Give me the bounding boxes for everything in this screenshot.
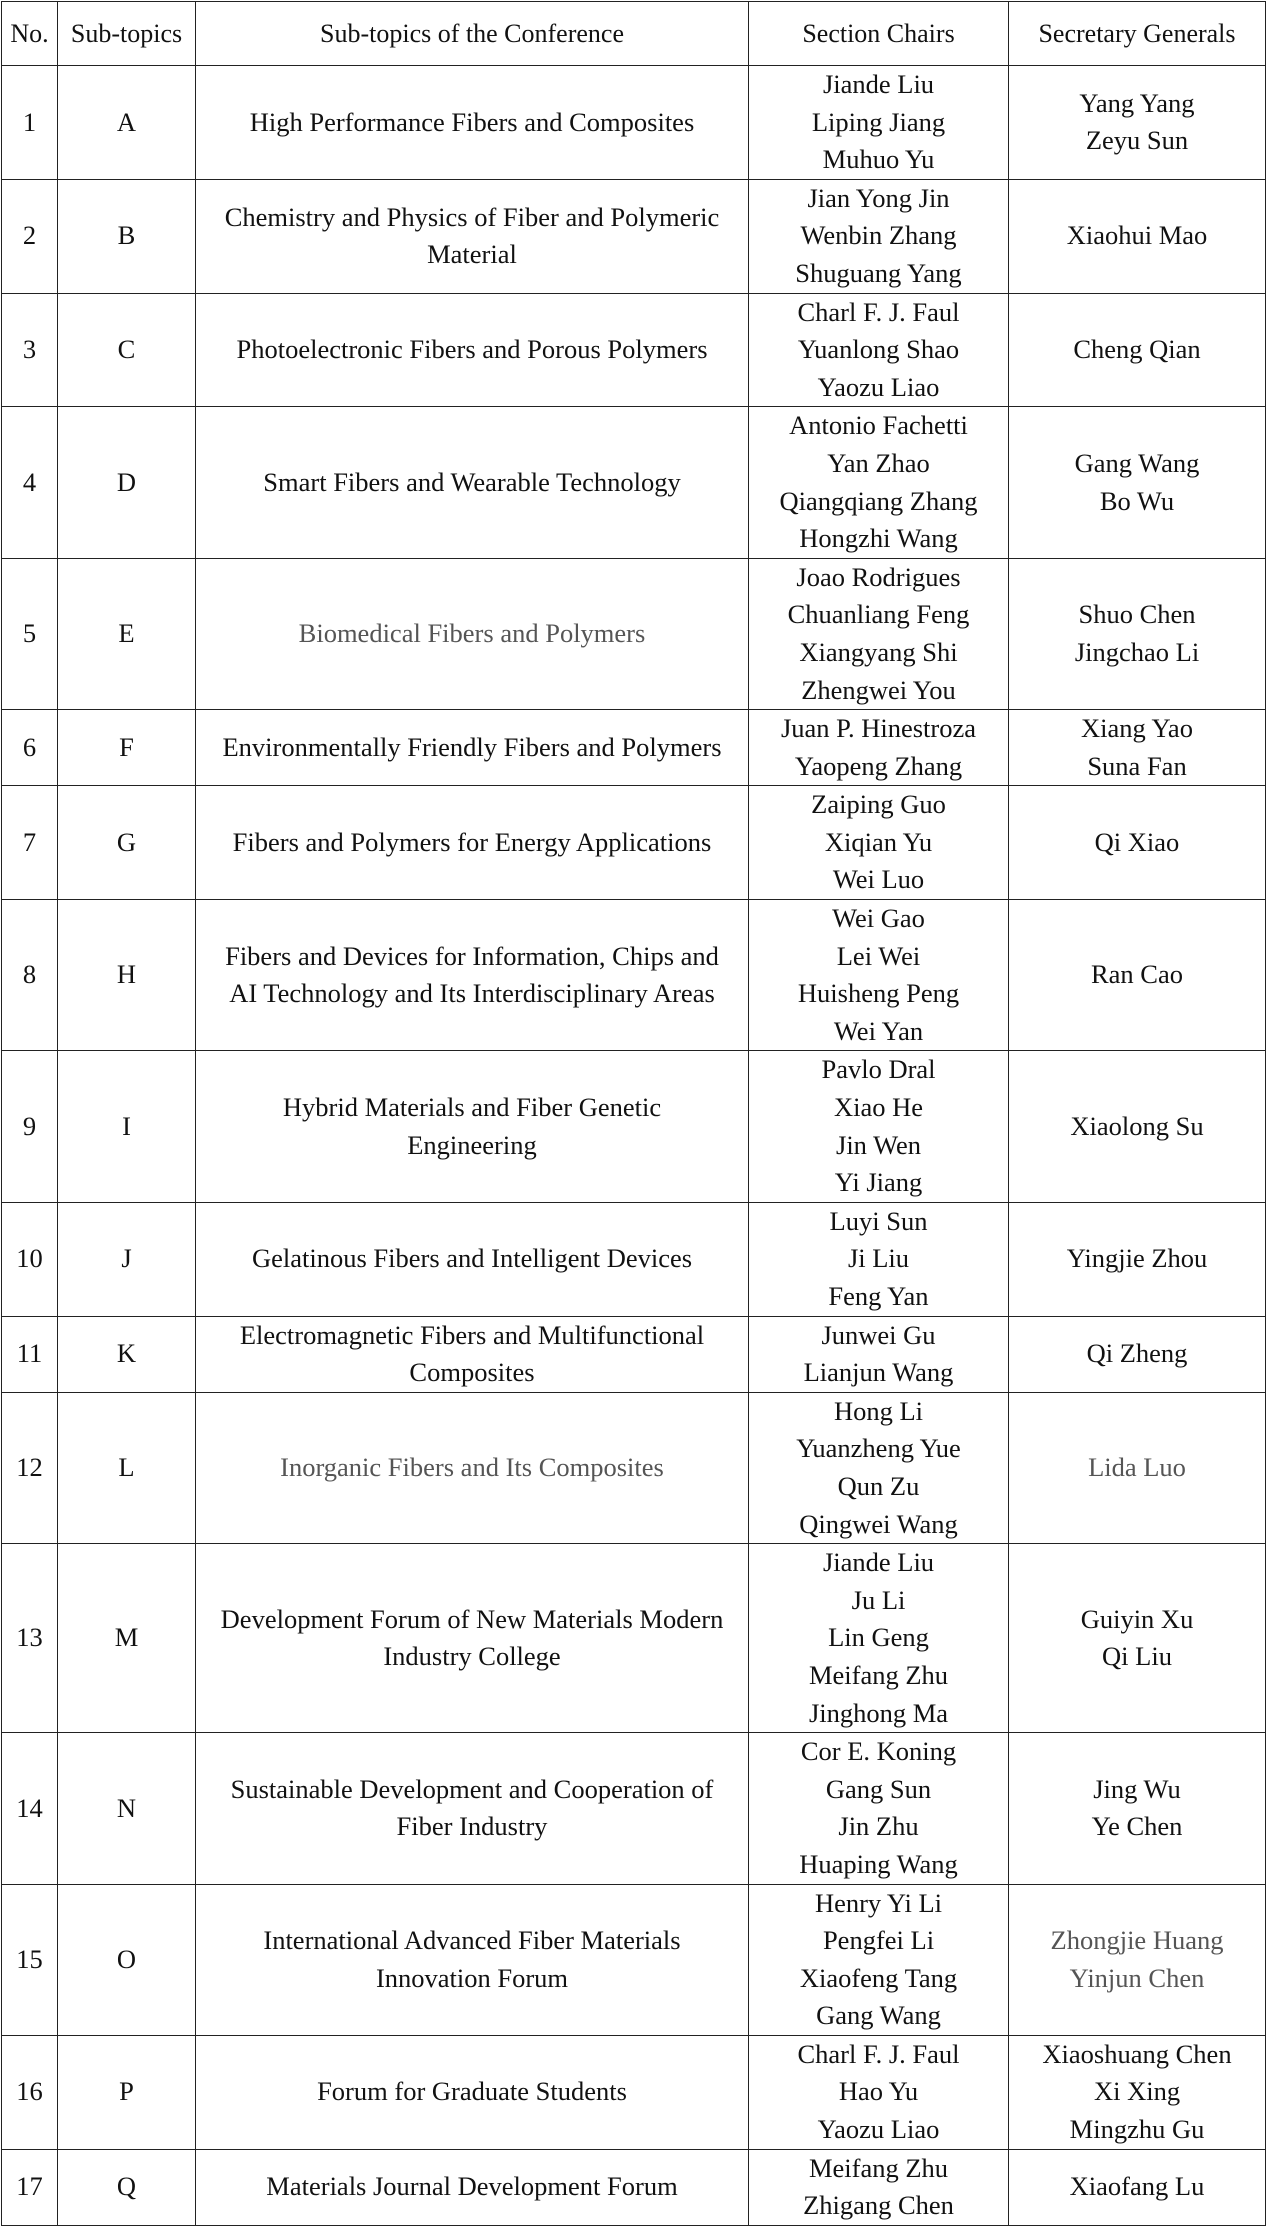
subtopic-letter-line: L [118, 1452, 135, 1483]
subtopic-letter-line: K [116, 1338, 137, 1369]
secretary-generals-line: Jingchao Li [1074, 636, 1200, 667]
row-number [2, 1316, 58, 1392]
section-chairs-line: Yan Zhao [827, 447, 930, 478]
subtopic-title-line: Hybrid Materials and Fiber Genetic [282, 1092, 662, 1123]
secretary-generals [1009, 179, 1266, 293]
table-row [2, 66, 1266, 180]
table-row [2, 710, 1266, 786]
subtopic-letter-line: O [116, 1943, 137, 1974]
secretary-generals [1009, 1544, 1266, 1733]
row-number [2, 558, 58, 709]
subtopic-title [196, 558, 749, 709]
subtopic-title [196, 179, 749, 293]
subtopic-letter-line: Q [116, 2171, 137, 2202]
row-number-line: 10 [16, 1243, 43, 1274]
section-chairs-line: Xiqian Yu [824, 826, 933, 857]
subtopic-letter [58, 407, 196, 558]
section-chairs-line: Chuanliang Feng [787, 599, 970, 630]
subtopic-title-line: Materials Journal Development Forum [266, 2171, 678, 2202]
subtopic-title [196, 293, 749, 407]
secretary-generals-line: Gang Wang [1074, 447, 1200, 478]
subtopic-title-line: Biomedical Fibers and Polymers [298, 618, 646, 649]
section-chairs-line: Lianjun Wang [803, 1357, 954, 1388]
section-chairs [749, 2035, 1009, 2149]
section-chairs-line: Xiangyang Shi [799, 636, 958, 667]
secretary-generals-line: Mingzhu Gu [1069, 2114, 1205, 2145]
section-chairs [749, 293, 1009, 407]
subtopic-title-line: Material [427, 239, 517, 270]
row-number [2, 900, 58, 1051]
section-chairs-line: Meifang Zhu [808, 2152, 949, 2183]
secretary-generals-line: Qi Liu [1102, 1641, 1172, 1672]
subtopic-letter [58, 179, 196, 293]
header-row [2, 2, 1266, 66]
row-number [2, 1051, 58, 1202]
subtopic-letter-line: I [122, 1110, 131, 1141]
subtopic-letter-line: A [116, 106, 137, 137]
row-number-line: 9 [22, 1110, 37, 1141]
section-chairs-line: Yaozu Liao [817, 2114, 940, 2145]
subtopic-title-line: International Advanced Fiber Materials [263, 1925, 681, 1956]
table-row [2, 1733, 1266, 1884]
subtopic-letter [58, 2149, 196, 2225]
section-chairs-line: Hong Li [833, 1395, 924, 1426]
row-number-line: 5 [22, 618, 37, 649]
secretary-generals-line: Ran Cao [1091, 959, 1183, 990]
row-number-line: 17 [16, 2171, 43, 2202]
subtopic-letter [58, 293, 196, 407]
secretary-generals-line: Bo Wu [1099, 485, 1175, 516]
section-chairs-line: Jin Zhu [838, 1811, 919, 1842]
section-chairs-line: Lei Wei [836, 940, 921, 971]
row-number-line: 6 [22, 731, 37, 762]
secretary-generals-line: Xiang Yao [1081, 713, 1193, 744]
secretary-generals-line: Zhongjie Huang [1050, 1925, 1224, 1956]
subtopic-title [196, 1733, 749, 1884]
section-chairs-line: Junwei Gu [821, 1319, 936, 1350]
section-chairs-line: Xiao He [833, 1092, 924, 1123]
table-row [2, 2149, 1266, 2225]
subtopic-letter [58, 900, 196, 1051]
subtopic-title [196, 900, 749, 1051]
secretary-generals [1009, 1051, 1266, 1202]
secretary-generals [1009, 558, 1266, 709]
section-chairs-line: Wenbin Zhang [800, 220, 957, 251]
section-chairs-line: Huisheng Peng [797, 978, 960, 1009]
section-chairs [749, 710, 1009, 786]
row-number-line: 14 [16, 1792, 43, 1823]
subtopic-title [196, 1051, 749, 1202]
subtopic-title-line: High Performance Fibers and Composites [249, 106, 695, 137]
subtopic-title-line: Chemistry and Physics of Fiber and Polymeric [224, 201, 720, 232]
subtopic-letter [58, 1316, 196, 1392]
subtopic-letter-line: H [116, 959, 137, 990]
table-row [2, 1544, 1266, 1733]
subtopic-letter-line: P [119, 2076, 134, 2107]
section-chairs-line: Muhuo Yu [822, 144, 935, 175]
section-chairs-line: Meifang Zhu [808, 1659, 949, 1690]
section-chairs-line: Juan P. Hinestroza [780, 713, 977, 744]
row-number-line: 2 [22, 220, 37, 251]
section-chairs-line: Pengfei Li [822, 1925, 935, 1956]
section-chairs-line: Zaiping Guo [811, 789, 946, 820]
subtopic-title [196, 786, 749, 900]
row-number [2, 2149, 58, 2225]
subtopic-title-line: Engineering [407, 1129, 537, 1160]
secretary-generals-line: Xi Xing [1093, 2076, 1181, 2107]
section-chairs-line: Xiaofeng Tang [799, 1962, 958, 1993]
section-chairs-line: Qun Zu [837, 1470, 920, 1501]
table-row [2, 1392, 1266, 1543]
section-chairs-line: Pavlo Dral [821, 1054, 936, 1085]
subtopic-title [196, 710, 749, 786]
header-section-chairs: Section Chairs [749, 2, 1009, 66]
section-chairs-line: Ju Li [851, 1584, 906, 1615]
row-number-line: 15 [16, 1943, 43, 1974]
row-number-line: 1 [22, 106, 37, 137]
subtopic-title-line: Innovation Forum [375, 1962, 569, 1993]
section-chairs [749, 786, 1009, 900]
secretary-generals [1009, 407, 1266, 558]
row-number-line: 12 [16, 1452, 43, 1483]
subtopic-letter-line: J [121, 1243, 132, 1274]
section-chairs-line: Yaozu Liao [817, 371, 940, 402]
subtopic-title-line: Gelatinous Fibers and Intelligent Devices [251, 1243, 693, 1274]
subtopic-title-line: Electromagnetic Fibers and Multifunctional [239, 1319, 705, 1350]
section-chairs [749, 407, 1009, 558]
secretary-generals-line: Xiaofang Lu [1069, 2171, 1205, 2202]
subtopic-letter [58, 1392, 196, 1543]
section-chairs-line: Jian Yong Jin [807, 182, 950, 213]
row-number-line: 13 [16, 1622, 43, 1653]
secretary-generals [1009, 710, 1266, 786]
row-number [2, 1544, 58, 1733]
row-number-line: 8 [22, 959, 37, 990]
subtopic-title [196, 66, 749, 180]
section-chairs-line: Henry Yi Li [814, 1887, 943, 1918]
section-chairs-line: Charl F. J. Faul [797, 2038, 960, 2069]
section-chairs-line: Zhigang Chen [803, 2190, 954, 2221]
section-chairs-line: Wei Yan [833, 1015, 924, 1046]
secretary-generals [1009, 900, 1266, 1051]
header-subtopics: Sub-topics [58, 2, 196, 66]
row-number [2, 1202, 58, 1316]
table-row [2, 1051, 1266, 1202]
section-chairs [749, 66, 1009, 180]
row-number [2, 66, 58, 180]
subtopic-letter [58, 1544, 196, 1733]
subtopic-letter [58, 710, 196, 786]
subtopic-letter [58, 66, 196, 180]
section-chairs-line: Gang Wang [816, 2000, 941, 2031]
subtopic-letter-line: M [114, 1622, 139, 1653]
secretary-generals-line: Suna Fan [1087, 750, 1187, 781]
row-number-line: 11 [16, 1338, 43, 1369]
section-chairs [749, 900, 1009, 1051]
table-row [2, 407, 1266, 558]
subtopic-letter-line: C [117, 334, 136, 365]
secretary-generals-line: Yang Yang [1079, 87, 1195, 118]
subtopic-letter-line: E [118, 618, 135, 649]
secretary-generals-line: Xiaoshuang Chen [1042, 2038, 1232, 2069]
section-chairs-line: Huaping Wang [799, 1848, 958, 1879]
section-chairs [749, 1544, 1009, 1733]
row-number-line: 7 [22, 826, 37, 857]
subtopic-title [196, 1202, 749, 1316]
section-chairs-line: Yi Jiang [834, 1167, 923, 1198]
secretary-generals-line: Guiyin Xu [1080, 1603, 1194, 1634]
section-chairs-line: Yuanlong Shao [797, 334, 960, 365]
subtopic-title-line: Fibers and Devices for Information, Chips and [225, 940, 719, 971]
subtopic-letter [58, 558, 196, 709]
secretary-generals-line: Shuo Chen [1078, 599, 1196, 630]
section-chairs-line: Yuanzheng Yue [796, 1433, 961, 1464]
section-chairs-line: Ji Liu [847, 1243, 910, 1274]
secretary-generals-line: Qi Xiao [1094, 826, 1180, 857]
subtopic-letter-line: G [116, 826, 137, 857]
subtopic-letter [58, 2035, 196, 2149]
subtopic-title-line: AI Technology and Its Interdisciplinary Areas [229, 978, 715, 1009]
row-number [2, 786, 58, 900]
section-chairs [749, 558, 1009, 709]
secretary-generals-line: Lida Luo [1088, 1452, 1186, 1483]
subtopic-title-line: Industry College [383, 1641, 561, 1672]
secretary-generals [1009, 2149, 1266, 2225]
subtopic-title-line: Smart Fibers and Wearable Technology [263, 466, 681, 497]
subtopic-title [196, 1544, 749, 1733]
section-chairs-line: Jiande Liu [822, 69, 935, 99]
subtopic-letter-line: N [116, 1792, 137, 1823]
section-chairs-line: Antonio Fachetti [789, 410, 968, 441]
section-chairs-line: Zhengwei You [801, 674, 956, 705]
section-chairs-line: Qingwei Wang [799, 1508, 958, 1539]
table-body [2, 66, 1266, 2226]
secretary-generals [1009, 1202, 1266, 1316]
section-chairs [749, 1884, 1009, 2035]
row-number-line: 4 [22, 466, 37, 497]
section-chairs-line: Cor E. Koning [800, 1736, 957, 1767]
section-chairs [749, 1202, 1009, 1316]
subtopic-title [196, 407, 749, 558]
secretary-generals-line: Yinjun Chen [1069, 1962, 1205, 1993]
section-chairs-line: Jinghong Ma [808, 1697, 949, 1728]
row-number [2, 1733, 58, 1884]
header-secretary-generals: Secretary Generals [1009, 2, 1266, 66]
table-row [2, 1202, 1266, 1316]
subtopic-letter-line: D [116, 466, 137, 497]
section-chairs [749, 2149, 1009, 2225]
row-number-line: 16 [16, 2076, 43, 2107]
section-chairs-line: Gang Sun [825, 1773, 932, 1804]
subtopic-title [196, 2149, 749, 2225]
secretary-generals-line: Zeyu Sun [1085, 125, 1189, 156]
row-number [2, 293, 58, 407]
table-row [2, 900, 1266, 1051]
subtopic-title [196, 1316, 749, 1392]
secretary-generals-line: Ye Chen [1091, 1811, 1183, 1842]
subtopic-title-line: Forum for Graduate Students [317, 2076, 627, 2107]
subtopic-title-line: Fibers and Polymers for Energy Applications [232, 826, 712, 857]
section-chairs [749, 1392, 1009, 1543]
section-chairs-line: Jin Wen [836, 1129, 921, 1160]
section-chairs-line: Wei Gao [832, 903, 925, 934]
table-row [2, 2035, 1266, 2149]
section-chairs-line: Qiangqiang Zhang [779, 485, 978, 516]
subtopic-letter [58, 1051, 196, 1202]
section-chairs-line: Liping Jiang [811, 106, 946, 137]
table-row [2, 558, 1266, 709]
section-chairs-line: Jiande Liu [822, 1547, 935, 1578]
secretary-generals [1009, 786, 1266, 900]
section-chairs-line: Hao Yu [838, 2076, 919, 2107]
subtopic-title-line: Fiber Industry [396, 1811, 548, 1842]
subtopic-title-line: Inorganic Fibers and Its Composites [280, 1452, 664, 1483]
section-chairs-line: Hongzhi Wang [799, 523, 958, 554]
subtopic-letter [58, 1733, 196, 1884]
subtopic-title [196, 1392, 749, 1543]
secretary-generals [1009, 2035, 1266, 2149]
subtopic-title-line: Development Forum of New Materials Modern [220, 1603, 724, 1634]
secretary-generals-line: Qi Zheng [1086, 1338, 1188, 1369]
secretary-generals-line: Xiaohui Mao [1066, 220, 1208, 251]
section-chairs-line: Shuguang Yang [795, 257, 962, 288]
section-chairs [749, 1316, 1009, 1392]
subtopic-letter [58, 786, 196, 900]
subtopic-title-line: Sustainable Development and Cooperation of [230, 1773, 714, 1804]
row-number-line: 3 [22, 334, 37, 365]
secretary-generals [1009, 1316, 1266, 1392]
subtopic-letter-line: F [119, 731, 134, 762]
secretary-generals-line: Cheng Qian [1073, 334, 1201, 365]
subtopic-letter [58, 1884, 196, 2035]
subtopic-title [196, 2035, 749, 2149]
section-chairs [749, 1051, 1009, 1202]
section-chairs-line: Charl F. J. Faul [797, 296, 960, 327]
section-chairs-line: Wei Luo [832, 864, 925, 895]
secretary-generals-line: Xiaolong Su [1070, 1110, 1204, 1141]
row-number [2, 407, 58, 558]
section-chairs-line: Lin Geng [828, 1622, 929, 1653]
secretary-generals [1009, 293, 1266, 407]
section-chairs-line: Joao Rodrigues [796, 561, 961, 592]
subtopic-title-line: Environmentally Friendly Fibers and Polymers [222, 731, 722, 762]
section-chairs-line: Luyi Sun [829, 1205, 928, 1236]
header-conference-subtopics: Sub-topics of the Conference [196, 2, 749, 66]
secretary-generals-line: Yingjie Zhou [1066, 1243, 1208, 1274]
row-number [2, 710, 58, 786]
subtopics-table [1, 1, 1266, 2226]
subtopic-title-line: Photoelectronic Fibers and Porous Polymers [236, 334, 708, 365]
table-row [2, 1884, 1266, 2035]
row-number [2, 179, 58, 293]
section-chairs [749, 1733, 1009, 1884]
subtopic-title-line: Composites [409, 1357, 535, 1388]
secretary-generals [1009, 66, 1266, 180]
table-row [2, 179, 1266, 293]
section-chairs [749, 179, 1009, 293]
table-row [2, 293, 1266, 407]
table-row [2, 1316, 1266, 1392]
subtopic-letter [58, 1202, 196, 1316]
subtopic-title [196, 1884, 749, 2035]
section-chairs-line: Yaopeng Zhang [794, 750, 963, 781]
row-number [2, 1884, 58, 2035]
subtopic-letter-line: B [117, 220, 136, 251]
section-chairs-line: Feng Yan [828, 1281, 929, 1311]
secretary-generals [1009, 1733, 1266, 1884]
secretary-generals [1009, 1392, 1266, 1543]
secretary-generals [1009, 1884, 1266, 2035]
secretary-generals-line: Jing Wu [1093, 1773, 1181, 1804]
row-number [2, 2035, 58, 2149]
table-row [2, 786, 1266, 900]
row-number [2, 1392, 58, 1543]
header-no: No. [2, 2, 58, 66]
